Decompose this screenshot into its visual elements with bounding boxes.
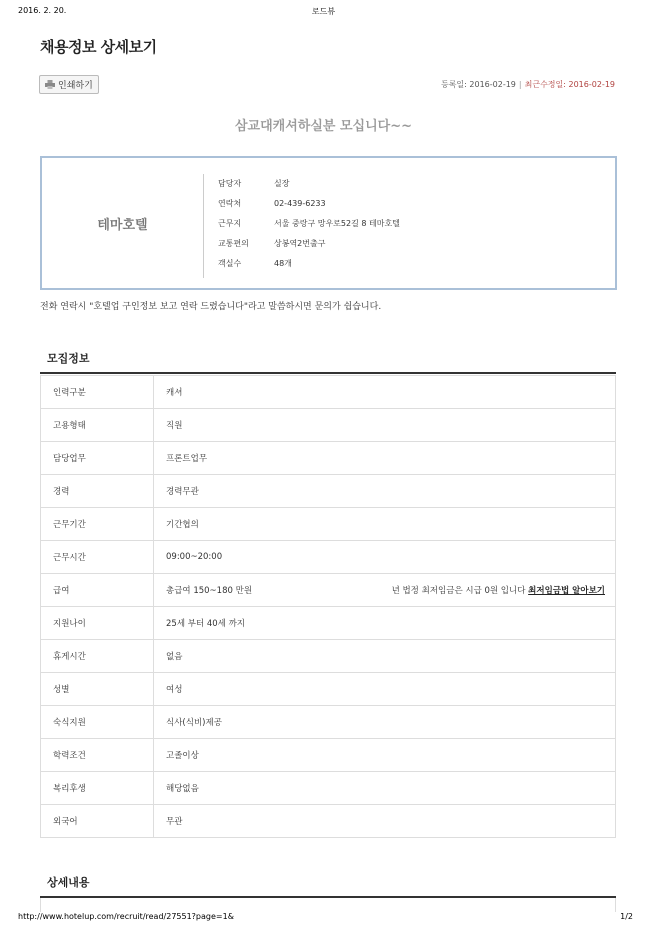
row-label: 외국어 — [41, 805, 154, 838]
print-site-name: 로드뷰 — [311, 7, 336, 16]
job-headline: 삼교대캐셔하실분 모십니다~~ — [234, 119, 412, 134]
print-button-label: 인쇄하기 — [58, 81, 93, 91]
table-row — [41, 673, 616, 706]
table-row — [41, 475, 616, 508]
info-value: 실장 — [274, 179, 290, 188]
modified-date-label: 최근수정일 — [524, 80, 564, 89]
row-label: 급여 — [41, 574, 154, 607]
recruit-section-title: 모집정보 — [47, 352, 90, 365]
salary-cell — [154, 574, 616, 607]
row-value: 프론트업무 — [154, 442, 616, 475]
registered-date-label: 등록일 — [440, 80, 465, 89]
table-row — [41, 376, 616, 409]
info-label: 교통편의 — [218, 239, 249, 248]
info-label: 연락처 — [218, 199, 242, 208]
row-value: 해당없음 — [154, 772, 616, 805]
table-row — [41, 772, 616, 805]
row-label: 근무시간 — [41, 541, 154, 574]
row-value: 경력무관 — [154, 475, 616, 508]
info-value: 48개 — [274, 259, 292, 268]
print-button[interactable] — [39, 75, 99, 94]
recruit-table — [40, 375, 616, 838]
info-row — [218, 258, 292, 269]
table-row — [41, 409, 616, 442]
table-row — [41, 739, 616, 772]
row-value: 25세 부터 40세 까지 — [154, 607, 616, 640]
info-row — [218, 218, 400, 229]
info-label: 근무지 — [218, 219, 242, 228]
row-value: 여성 — [154, 673, 616, 706]
contact-note: 전화 연락시 "호텔업 구인정보 보고 연락 드렸습니다"라고 말씀하시면 문의가 쉽습니다. — [40, 302, 382, 312]
info-row — [218, 198, 326, 209]
row-label: 고용형태 — [41, 409, 154, 442]
salary-value: 총급여 150~180 만원 — [166, 586, 253, 596]
table-row — [41, 442, 616, 475]
row-label: 경력 — [41, 475, 154, 508]
table-row — [41, 574, 616, 607]
row-value: 무관 — [154, 805, 616, 838]
date-info: 등록일: 2016-02-19 | 최근수정일: 2016-02-19 — [440, 80, 615, 89]
row-value: 없음 — [154, 640, 616, 673]
row-label: 성별 — [41, 673, 154, 706]
row-label: 담당업무 — [41, 442, 154, 475]
info-value: 서울 중랑구 망우로52길 8 테마호텔 — [274, 219, 400, 228]
salary-note — [392, 584, 605, 596]
table-row — [41, 541, 616, 574]
detail-section-title: 상세내용 — [47, 876, 90, 889]
row-value: 09:00~20:00 — [154, 541, 616, 574]
info-row — [218, 238, 325, 249]
row-label: 인력구분 — [41, 376, 154, 409]
row-label: 복리후생 — [41, 772, 154, 805]
modified-date: 2016-02-19 — [568, 80, 615, 89]
page-title: 채용정보 상세보기 — [40, 38, 157, 56]
section-rule — [40, 372, 616, 374]
row-value: 식사(식비)제공 — [154, 706, 616, 739]
row-label: 휴게시간 — [41, 640, 154, 673]
info-value: 02-439-6233 — [274, 199, 326, 208]
row-value: 고졸이상 — [154, 739, 616, 772]
row-label: 숙식지원 — [41, 706, 154, 739]
row-value: 기간협의 — [154, 508, 616, 541]
divider — [203, 174, 204, 278]
row-label: 근무기간 — [41, 508, 154, 541]
detail-box — [40, 898, 616, 912]
row-label: 지원나이 — [41, 607, 154, 640]
info-label: 담당자 — [218, 179, 242, 188]
table-row — [41, 640, 616, 673]
table-row — [41, 508, 616, 541]
registered-date: 2016-02-19 — [469, 80, 516, 89]
table-row — [41, 706, 616, 739]
page-url: http://www.hotelup.com/recruit/read/27551?page=1& — [18, 912, 234, 921]
info-row — [218, 178, 289, 189]
info-label: 객실수 — [218, 259, 242, 268]
print-date: 2016. 2. 20. — [18, 6, 67, 15]
company-name: 테마호텔 — [97, 217, 148, 233]
row-value: 캐셔 — [154, 376, 616, 409]
page-number: 1/2 — [620, 912, 633, 921]
row-label: 학력조건 — [41, 739, 154, 772]
printer-icon — [45, 80, 55, 89]
table-row — [41, 805, 616, 838]
table-row — [41, 607, 616, 640]
info-value: 상봉역2번출구 — [274, 239, 326, 248]
min-wage-link[interactable]: 최저임금법 알아보기 — [528, 586, 605, 596]
min-wage-note: 년 법정 최저임금은 시급 0원 입니다 — [391, 586, 526, 596]
company-info-box — [40, 156, 617, 290]
row-value: 직원 — [154, 409, 616, 442]
